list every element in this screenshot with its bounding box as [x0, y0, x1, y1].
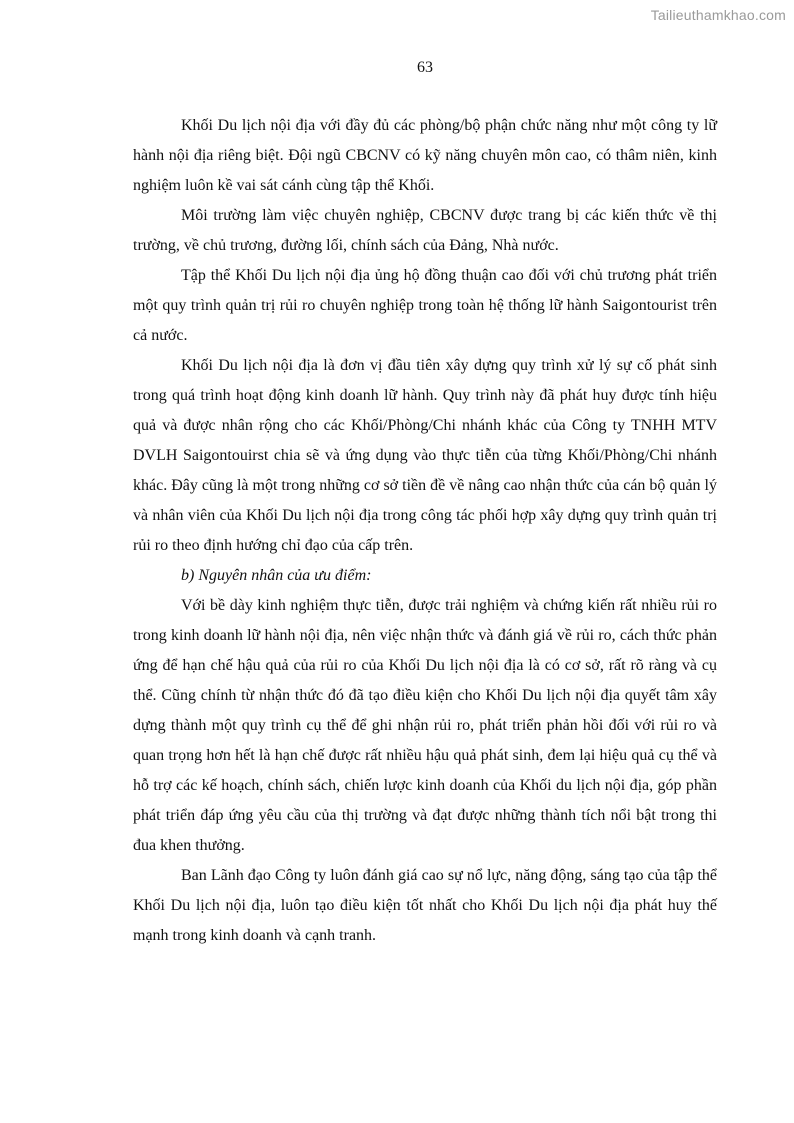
paragraph: Với bề dày kinh nghiệm thực tiễn, được trải nghiệm và chứng kiến rất nhiều rủi ro trong kinh doanh lữ hành nội địa, nên việc nhận thức và đánh giá về rủi ro, cách thức phản ứng để hạn chế hậu quả của rủi ro của Khối Du lịch nội địa là có cơ sở, rất rõ ràng và cụ thể. Cũng chính từ nhận thức đó đã tạo điều kiện cho Khối Du lịch nội địa quyết tâm xây dựng thành một quy trình cụ thể để ghi nhận rủi ro, phát triển phản hồi đối với rủi ro và quan trọng hơn hết là hạn chế được rất nhiều hậu quả phát sinh, đem lại hiệu quả cụ thể và hỗ trợ các kế hoạch, chính sách, chiến lược kinh doanh của Khối du lịch nội địa, góp phần phát triển đáp ứng yêu cầu của thị trường và đạt được những thành tích nổi bật trong thi đua khen thưởng.: [133, 597, 717, 854]
document-body: [133, 111, 717, 951]
paragraph: Khối Du lịch nội địa là đơn vị đầu tiên xây dựng quy trình xử lý sự cố phát sinh trong quá trình hoạt động kinh doanh lữ hành. Quy trình này đã phát huy được tính hiệu quả và được nhân rộng cho các Khối/Phòng/Chi nhánh khác của Công ty TNHH MTV DVLH Saigontouirst chia sẽ và ứng dụng vào thực tiễn của từng Khối/Phòng/Chi nhánh khác. Đây cũng là một trong những cơ sở tiền đề về nâng cao nhận thức của cán bộ quản lý và nhân viên của Khối Du lịch nội địa trong công tác phối hợp xây dựng quy trình quản trị rủi ro theo định hướng chỉ đạo của cấp trên.: [133, 357, 717, 554]
paragraph: Tập thể Khối Du lịch nội địa ủng hộ đồng thuận cao đối với chủ trương phát triển một quy trình quản trị rủi ro chuyên nghiệp trong toàn hệ thống lữ hành Saigontourist trên cả nước.: [133, 267, 717, 344]
section-heading: b) Nguyên nhân của ưu điểm:: [181, 567, 372, 584]
paragraph: Ban Lãnh đạo Công ty luôn đánh giá cao sự nổ lực, năng động, sáng tạo của tập thể Khối Du lịch nội địa, luôn tạo điều kiện tốt nhất cho Khối Du lịch nội địa phát huy thế mạnh trong kinh doanh và cạnh tranh.: [133, 867, 717, 944]
paragraph: Khối Du lịch nội địa với đầy đủ các phòng/bộ phận chức năng như một công ty lữ hành nội địa riêng biệt. Đội ngũ CBCNV có kỹ năng chuyên môn cao, có thâm niên, kinh nghiệm luôn kề vai sát cánh cùng tập thể Khối.: [133, 117, 717, 194]
paragraph: Môi trường làm việc chuyên nghiệp, CBCNV được trang bị các kiến thức về thị trường, về chủ trương, đường lối, chính sách của Đảng, Nhà nước.: [133, 207, 717, 254]
watermark: Tailieuthamkhao.com: [650, 7, 786, 23]
page-number: 63: [417, 59, 433, 76]
